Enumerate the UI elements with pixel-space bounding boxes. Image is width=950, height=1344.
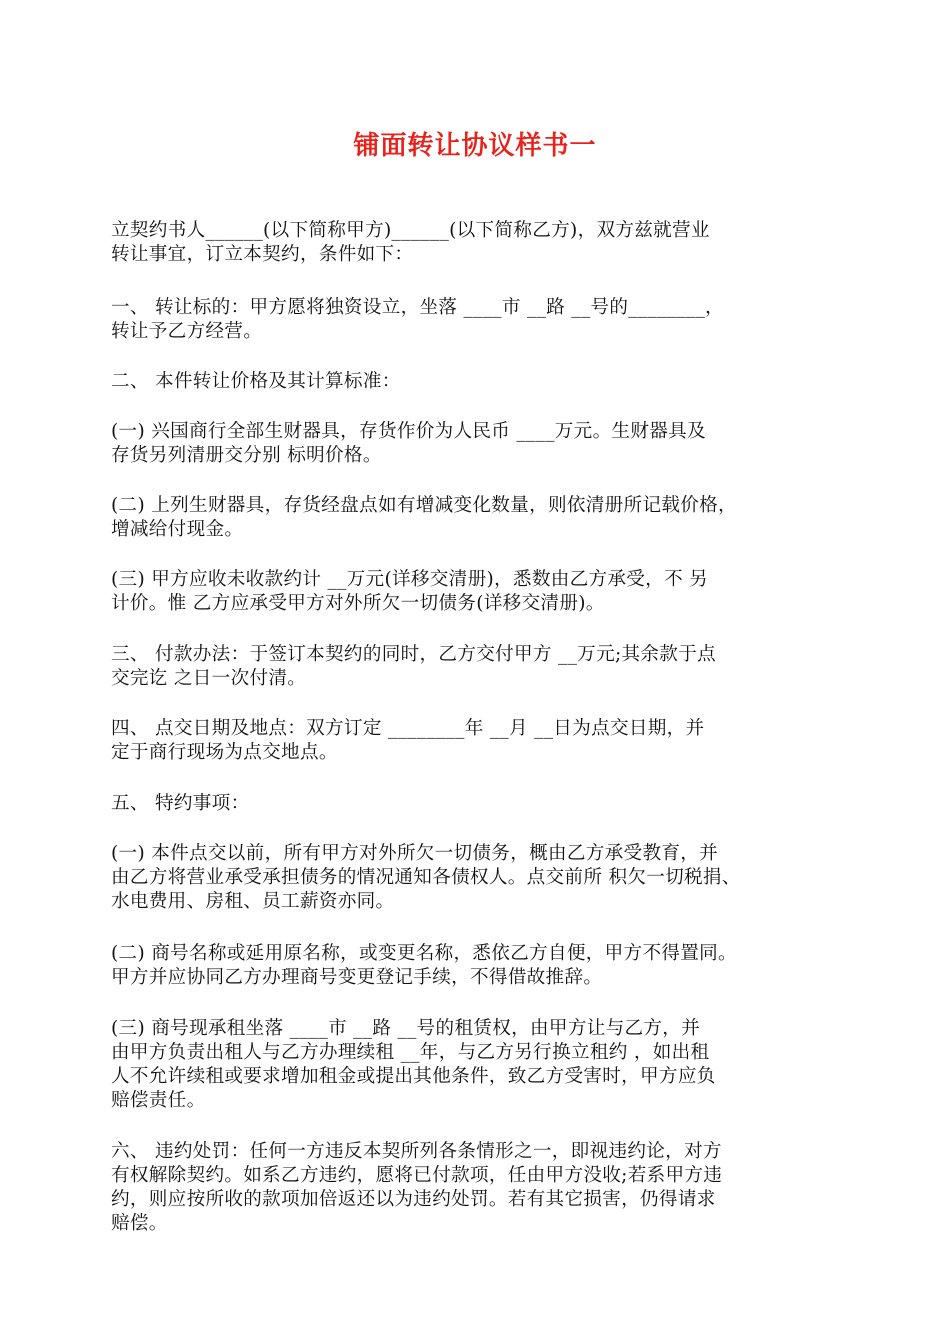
paragraph-line: 二、 本件转让价格及其计算标准： [111,371,401,392]
document-title: 铺面转让协议样书一 [353,131,597,161]
paragraph-line: (一) 本件点交以前，所有甲方对外所欠一切债务，概由乙方承受教育，并 [111,843,719,864]
paragraph-line: 立契约书人______(以下简称甲方)______(以下简称乙方)，双方兹就营业 [111,220,710,241]
paragraph-section-6 [111,1140,846,1236]
paragraph-line: 赔偿。 [111,1213,168,1234]
paragraph-line: 赔偿责任。 [111,1090,206,1111]
paragraph-line: 六、 违约处罚：任何一方违反本契所列各条情形之一，即视违约论，对方 [111,1141,722,1162]
paragraph-line: (二) 商号名称或延用原名称，或变更名称，悉依乙方自便，甲方不得置同。 [111,943,737,964]
paragraph-section-5-3 [111,1017,846,1113]
paragraph-line: 约，则应按所收的款项加倍返还以为违约处罚。若有其它损害，仍得请求 [111,1189,716,1210]
paragraph-line: 三、 付款办法：于签订本契约的同时，乙方交付甲方 __万元;其余款于点 [111,644,716,665]
paragraph-line: (一) 兴国商行全部生财器具，存货作价为人民币 ____万元。生财器具及 [111,421,706,442]
paragraph-section-2-3 [111,568,846,616]
paragraph-line: 增减给付现金。 [111,519,244,540]
paragraph-line: 由甲方负责出租人与乙方办理续租 __年，与乙方另行换立租约 ，如出租 [111,1042,710,1063]
paragraph-line: 水电费用、房租、员工薪资亦同。 [111,891,395,912]
paragraph-section-4 [111,717,846,765]
paragraph-line: 有权解除契约。如系乙方违约，愿将已付款项，任由甲方没收;若系甲方违 [111,1165,723,1186]
paragraph-line: 甲方并应协同乙方办理商号变更登记手续，不得借故推辞。 [111,967,603,988]
paragraph-section-5-2 [111,942,846,990]
paragraph-line: (三) 商号现承租坐落 ____市 __路 __号的租赁权，由甲方让与乙方，并 [111,1018,701,1039]
paragraph-section-3 [111,643,846,691]
paragraph-line: 定于商行现场为点交地点。 [111,742,338,763]
paragraph-line: 五、 特约事项： [111,793,250,814]
paragraph-section-5-1 [111,842,846,914]
paragraph-line: 计价。惟 乙方应承受甲方对外所欠一切债务(详移交清册)。 [111,593,605,614]
paragraph-section-5 [111,792,846,816]
paragraph-line: 存货另列清册交分别 标明价格。 [111,445,382,466]
paragraph-line: 四、 点交日期及地点：双方订定 ________年 __月 __日为点交日期，并 [111,718,705,739]
paragraph-intro [111,219,846,267]
paragraph-line: 由乙方将营业承受承担债务的情况通知各债权人。点交前所 积欠一切税捐、 [111,867,741,888]
paragraph-section-2 [111,370,846,394]
paragraph-line: 交完讫 之日一次付清。 [111,668,307,689]
paragraph-section-2-2 [111,494,846,542]
paragraph-line: (三) 甲方应收未收款约计 __万元(详移交清册)，悉数由乙方承受，不 另 [111,569,709,590]
paragraph-line: 一、 转让标的：甲方愿将独资设立，坐落 ____市 __路 __号的________， [111,297,724,318]
paragraph-line: (二) 上列生财器具，存货经盘点如有增减变化数量，则依清册所记载价格， [111,495,737,516]
paragraph-line: 转让事宜，订立本契约，条件如下： [111,244,414,265]
paragraph-section-2-1 [111,420,846,468]
paragraph-line: 人不允许续租或要求增加租金或提出其他条件，致乙方受害时，甲方应负 [111,1066,716,1087]
paragraph-line: 转让予乙方经营。 [111,321,263,342]
paragraph-section-1 [111,296,846,344]
